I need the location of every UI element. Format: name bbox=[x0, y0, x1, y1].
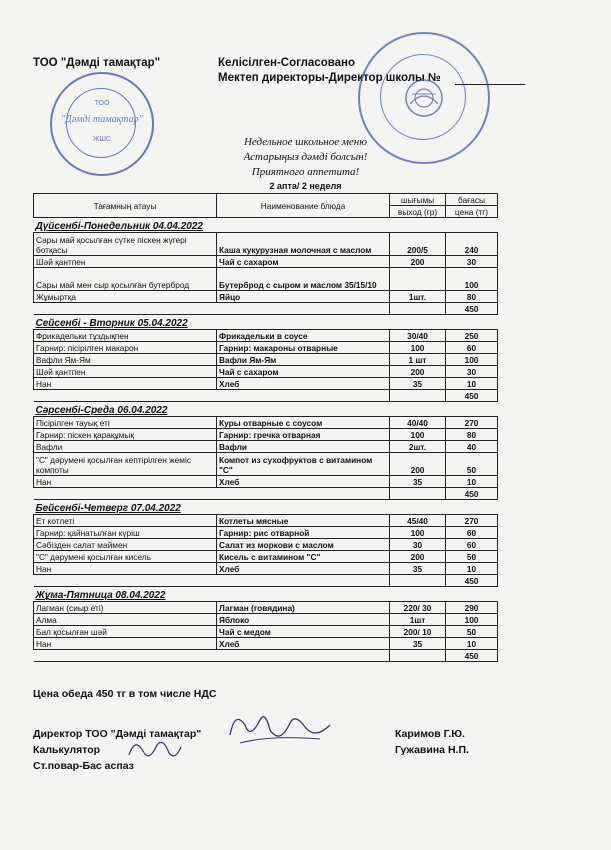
day-total-row bbox=[34, 488, 498, 500]
table-row bbox=[34, 330, 498, 342]
total-blank-cell bbox=[217, 575, 390, 587]
dish-name-kz: Вафли Ям-Ям bbox=[34, 354, 217, 366]
approval-title: Келісілген-Согласовано bbox=[218, 57, 356, 69]
dish-name-ru: Гарнир: рис отварной bbox=[217, 527, 390, 539]
dish-yield: 220/ 30 bbox=[390, 602, 446, 614]
col-price-ru: цена (тг) bbox=[446, 206, 498, 218]
dish-price: 60 bbox=[446, 527, 498, 539]
total-blank-cell bbox=[34, 303, 217, 315]
dish-yield: 30 bbox=[390, 539, 446, 551]
day-title: Бейсенбі-Четверг 07.04.2022 bbox=[34, 500, 217, 515]
dish-name-kz: Нан bbox=[34, 476, 217, 488]
table-row bbox=[34, 354, 498, 366]
dish-yield: 200/5 bbox=[390, 233, 446, 256]
dish-price: 60 bbox=[446, 342, 498, 354]
dish-price: 50 bbox=[446, 626, 498, 638]
total-blank-cell bbox=[390, 390, 446, 402]
table-row bbox=[34, 515, 498, 527]
table-row bbox=[34, 291, 498, 303]
stamp-bottom-text: ЖШС bbox=[93, 136, 111, 143]
table-row bbox=[34, 527, 498, 539]
col-price-kz: бағасы bbox=[446, 194, 498, 206]
total-blank-cell bbox=[34, 650, 217, 662]
table-row bbox=[34, 429, 498, 441]
dish-name-kz: Нан bbox=[34, 638, 217, 650]
dish-price: 10 bbox=[446, 476, 498, 488]
director-label: Директор ТОО "Дәмді тамақтар" bbox=[33, 728, 202, 740]
dish-yield: 200 bbox=[390, 551, 446, 563]
dish-price: 250 bbox=[446, 330, 498, 342]
calculator-signature bbox=[125, 735, 185, 767]
col-name-kz: Тағамның атауы bbox=[34, 194, 217, 218]
dish-yield: 200 bbox=[390, 453, 446, 476]
dish-name-ru: Кисель с витамином "С" bbox=[217, 551, 390, 563]
dish-price: 10 bbox=[446, 563, 498, 575]
dish-name-ru: Гарнир: гречка отварная bbox=[217, 429, 390, 441]
dish-name-kz: Нан bbox=[34, 378, 217, 390]
dish-price: 40 bbox=[446, 441, 498, 453]
col-name-ru: Наименование блюда bbox=[217, 194, 390, 218]
company-name: ТОО "Дәмді тамақтар" bbox=[33, 57, 161, 69]
dish-yield: 1шт. bbox=[390, 291, 446, 303]
col-yield-ru: выход (гр) bbox=[390, 206, 446, 218]
day-blank-cell bbox=[217, 315, 390, 330]
day-blank-cell bbox=[217, 218, 390, 233]
table-row bbox=[34, 551, 498, 563]
day-total-row bbox=[34, 390, 498, 402]
day-total-row bbox=[34, 575, 498, 587]
dish-name-kz: Гарнир: қайнатылған күріш bbox=[34, 527, 217, 539]
dish-name-ru: Чай с сахаром bbox=[217, 256, 390, 268]
dish-name-ru: Яйцо bbox=[217, 291, 390, 303]
calculator-label: Калькулятор bbox=[33, 744, 101, 756]
dish-name-ru: Хлеб bbox=[217, 476, 390, 488]
table-row bbox=[34, 539, 498, 551]
dish-name-kz: Вафли bbox=[34, 441, 217, 453]
table-row bbox=[34, 638, 498, 650]
approval-line: Мектеп директоры-Директор школы № bbox=[218, 72, 441, 84]
dish-yield: 30/40 bbox=[390, 330, 446, 342]
day-header-row bbox=[34, 587, 498, 602]
dish-yield: 200/ 10 bbox=[390, 626, 446, 638]
day-blank-cell bbox=[390, 500, 446, 515]
total-blank-cell bbox=[34, 390, 217, 402]
table-row bbox=[34, 256, 498, 268]
week-label: 2 апта/ 2 неделя bbox=[269, 181, 342, 191]
dish-price: 50 bbox=[446, 453, 498, 476]
dish-name-kz: Шәй қантпен bbox=[34, 366, 217, 378]
total-blank-cell bbox=[390, 650, 446, 662]
dish-yield: 100 bbox=[390, 342, 446, 354]
dish-name-kz: "С" дәрумені қосылған кептірілген жеміс компоты bbox=[34, 453, 217, 476]
dish-price: 270 bbox=[446, 417, 498, 429]
dish-price: 240 bbox=[446, 233, 498, 256]
dish-name-ru: Компот из сухофруктов с витамином "С" bbox=[217, 453, 390, 476]
menu-table bbox=[33, 193, 498, 662]
cook-label: Ст.повар-Бас аспаз bbox=[33, 760, 134, 772]
day-total: 450 bbox=[446, 488, 498, 500]
day-total: 450 bbox=[446, 303, 498, 315]
total-blank-cell bbox=[390, 303, 446, 315]
dish-name-kz: Пісірілген тауық еті bbox=[34, 417, 217, 429]
calculator-name: Гужавина Н.П. bbox=[395, 744, 469, 756]
dish-price: 10 bbox=[446, 378, 498, 390]
dish-name-kz: Шәй қантпен bbox=[34, 256, 217, 268]
table-row bbox=[34, 342, 498, 354]
dish-name-ru: Вафли bbox=[217, 441, 390, 453]
dish-yield: 35 bbox=[390, 378, 446, 390]
dish-yield: 35 bbox=[390, 638, 446, 650]
table-row bbox=[34, 602, 498, 614]
dish-price: 100 bbox=[446, 614, 498, 626]
dish-name-kz: Алма bbox=[34, 614, 217, 626]
dish-name-ru: Чай с медом bbox=[217, 626, 390, 638]
table-row bbox=[34, 563, 498, 575]
day-total: 450 bbox=[446, 575, 498, 587]
dish-price: 10 bbox=[446, 638, 498, 650]
table-row bbox=[34, 476, 498, 488]
dish-price: 80 bbox=[446, 291, 498, 303]
dish-yield: 100 bbox=[390, 429, 446, 441]
dish-yield: 35 bbox=[390, 476, 446, 488]
dish-name-kz: Нан bbox=[34, 563, 217, 575]
stamp-name-text: "Дәмді тамақтар" bbox=[61, 114, 143, 125]
dish-price: 30 bbox=[446, 256, 498, 268]
table-row bbox=[34, 366, 498, 378]
day-total: 450 bbox=[446, 390, 498, 402]
table-header-row bbox=[34, 194, 498, 206]
dish-name-ru: Котлеты мясные bbox=[217, 515, 390, 527]
dish-yield: 2шт. bbox=[390, 441, 446, 453]
dish-name-ru: Хлеб bbox=[217, 378, 390, 390]
total-blank-cell bbox=[217, 650, 390, 662]
dish-name-kz: Гарнир: піскен қарақұмық bbox=[34, 429, 217, 441]
col-yield-kz: шығымы bbox=[390, 194, 446, 206]
dish-name-kz: Сәбізден салат маймен bbox=[34, 539, 217, 551]
dish-name-kz: Сары май қосылған сүтке піскен жүгері ботқасы bbox=[34, 233, 217, 256]
dish-name-kz: Ет котлеті bbox=[34, 515, 217, 527]
dish-price: 50 bbox=[446, 551, 498, 563]
dish-price: 80 bbox=[446, 429, 498, 441]
dish-yield: 1шт bbox=[390, 614, 446, 626]
day-blank-cell bbox=[390, 587, 446, 602]
dish-name-kz: Сары май мен сыр қосылған бутерброд bbox=[34, 268, 217, 291]
table-row bbox=[34, 453, 498, 476]
day-title: Сәрсенбі-Среда 06.04.2022 bbox=[34, 402, 217, 417]
total-blank-cell bbox=[390, 575, 446, 587]
dish-yield: 45/40 bbox=[390, 515, 446, 527]
dish-price: 270 bbox=[446, 515, 498, 527]
day-total-row bbox=[34, 303, 498, 315]
total-blank-cell bbox=[34, 575, 217, 587]
table-row bbox=[34, 614, 498, 626]
price-note: Цена обеда 450 тг в том числе НДС bbox=[33, 688, 217, 700]
dish-name-ru: Лагман (говядина) bbox=[217, 602, 390, 614]
dish-price: 60 bbox=[446, 539, 498, 551]
table-row bbox=[34, 268, 498, 291]
day-title: Дүйсенбі-Понедельник 04.04.2022 bbox=[34, 218, 217, 233]
dish-name-kz: Лагман (сиыр еті) bbox=[34, 602, 217, 614]
dish-name-kz: Фрикадельки тұздықпен bbox=[34, 330, 217, 342]
dish-price: 100 bbox=[446, 268, 498, 291]
dish-name-ru: Яблоко bbox=[217, 614, 390, 626]
table-row bbox=[34, 233, 498, 256]
day-header-row bbox=[34, 500, 498, 515]
dish-name-ru: Фрикадельки в соусе bbox=[217, 330, 390, 342]
day-blank-cell bbox=[446, 315, 498, 330]
table-row bbox=[34, 626, 498, 638]
dish-yield: 200 bbox=[390, 256, 446, 268]
dish-yield: 35 bbox=[390, 563, 446, 575]
dish-name-ru: Салат из моркови с маслом bbox=[217, 539, 390, 551]
dish-name-kz: Гарнир: пісірілген макарон bbox=[34, 342, 217, 354]
day-blank-cell bbox=[390, 218, 446, 233]
day-header-row bbox=[34, 218, 498, 233]
dish-name-ru: Вафли Ям-Ям bbox=[217, 354, 390, 366]
dish-price: 290 bbox=[446, 602, 498, 614]
total-blank-cell bbox=[390, 488, 446, 500]
day-total: 450 bbox=[446, 650, 498, 662]
dish-yield: 200 bbox=[390, 366, 446, 378]
day-header-row bbox=[34, 315, 498, 330]
dish-name-ru: Каша кукурузная молочная с маслом bbox=[217, 233, 390, 256]
dish-name-kz: Бал қосылған шәй bbox=[34, 626, 217, 638]
day-blank-cell bbox=[446, 402, 498, 417]
total-blank-cell bbox=[217, 390, 390, 402]
day-blank-cell bbox=[390, 402, 446, 417]
dish-yield bbox=[390, 268, 446, 291]
director-signature bbox=[225, 705, 335, 755]
greeting-kz: Астарыңыз дәмді болсын! bbox=[243, 151, 368, 163]
day-title: Сейсенбі - Вторник 05.04.2022 bbox=[34, 315, 217, 330]
day-blank-cell bbox=[446, 500, 498, 515]
dish-name-ru: Чай с сахаром bbox=[217, 366, 390, 378]
day-blank-cell bbox=[217, 500, 390, 515]
greeting-ru: Приятного аппетита! bbox=[251, 166, 360, 178]
table-row bbox=[34, 441, 498, 453]
dish-name-ru: Куры отварные с соусом bbox=[217, 417, 390, 429]
table-row bbox=[34, 378, 498, 390]
dish-price: 30 bbox=[446, 366, 498, 378]
total-blank-cell bbox=[217, 303, 390, 315]
dish-name-ru: Бутерброд с сыром и маслом 35/15/10 bbox=[217, 268, 390, 291]
dish-yield: 100 bbox=[390, 527, 446, 539]
director-name: Каримов Г.Ю. bbox=[395, 728, 465, 740]
table-row bbox=[34, 417, 498, 429]
day-blank-cell bbox=[217, 587, 390, 602]
day-blank-cell bbox=[446, 218, 498, 233]
dish-name-ru: Хлеб bbox=[217, 563, 390, 575]
day-blank-cell bbox=[446, 587, 498, 602]
day-title: Жұма-Пятница 08.04.2022 bbox=[34, 587, 217, 602]
dish-yield: 40/40 bbox=[390, 417, 446, 429]
menu-title: Недельное школьное меню bbox=[243, 136, 367, 148]
day-header-row bbox=[34, 402, 498, 417]
day-total-row bbox=[34, 650, 498, 662]
dish-name-kz: "С" дәрумені қосылған кисель bbox=[34, 551, 217, 563]
dish-price: 100 bbox=[446, 354, 498, 366]
day-blank-cell bbox=[390, 315, 446, 330]
dish-name-ru: Гарнир: макароны отварные bbox=[217, 342, 390, 354]
dish-name-ru: Хлеб bbox=[217, 638, 390, 650]
emblem-icon bbox=[400, 74, 448, 122]
dish-name-kz: Жұмыртқа bbox=[34, 291, 217, 303]
total-blank-cell bbox=[217, 488, 390, 500]
dish-yield: 1 шт bbox=[390, 354, 446, 366]
total-blank-cell bbox=[34, 488, 217, 500]
stamp-top-text: ТОО bbox=[94, 100, 110, 107]
day-blank-cell bbox=[217, 402, 390, 417]
